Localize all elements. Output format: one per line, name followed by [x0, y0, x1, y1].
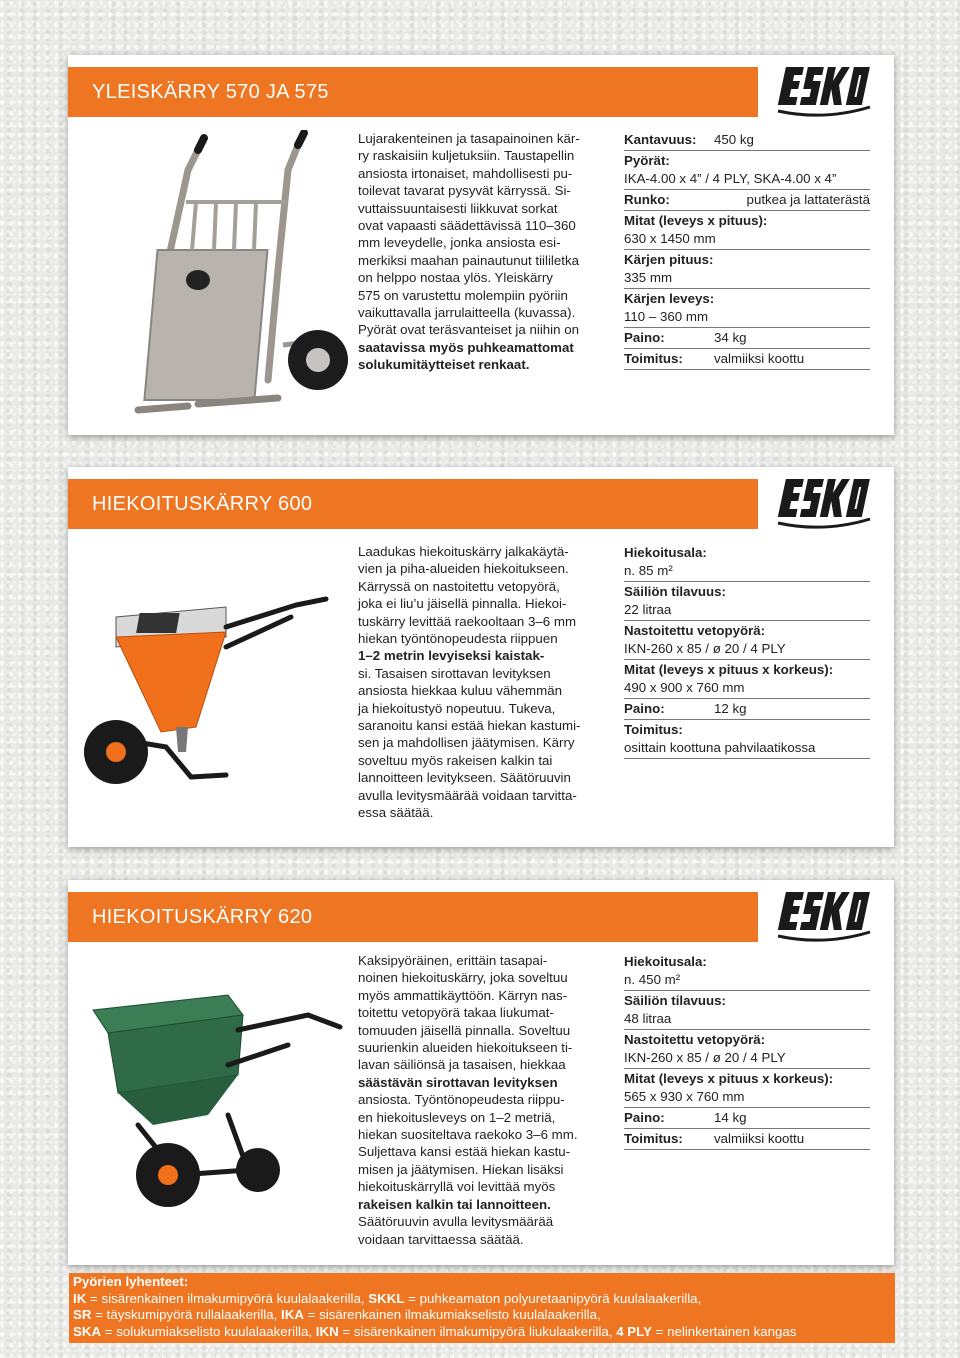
esko-logo [774, 882, 874, 946]
product-description [358, 130, 618, 374]
desc-line: merkiksi maahan painautunut tiililetka [358, 252, 579, 268]
desc-line: ansiosta hiekkaa kuluu vähemmän [358, 683, 563, 699]
desc-line: voidaan tarvittaessa säätää. [358, 1231, 524, 1247]
spec-label: Hiekoitusala: [624, 545, 707, 560]
spec-list [624, 543, 870, 759]
spec-row [624, 328, 870, 349]
section-title: HIEKOITUSKÄRRY 600 [68, 479, 758, 529]
desc-line: Lujarakenteinen ja tasapainoinen kär- [358, 131, 580, 146]
abbr: IKA [281, 1307, 304, 1322]
abbr: 4 PLY [616, 1323, 652, 1339]
spec-label: Kärjen leveys: [624, 291, 715, 306]
product-description [358, 543, 603, 822]
desc-line: Laadukas hiekoituskärry jalkakäytä- [358, 544, 569, 559]
spec-row [624, 349, 870, 370]
spec-label: Paino: [624, 1110, 665, 1125]
desc-line: rakeisen kalkin tai lannoitteen. [358, 1196, 551, 1212]
footer-line [73, 1324, 891, 1341]
desc-line: avulla levitysmäärää voidaan tarvitta- [358, 787, 577, 803]
desc-line: saranoitu kansi estää hiekan kastumi- [358, 718, 581, 734]
spec-value: 490 x 900 x 760 mm [624, 680, 745, 695]
desc-line: mm leveydelle, jonka ansiosta esi- [358, 235, 561, 251]
product-card-hiekoituskarry-600 [68, 467, 894, 847]
spec-value: n. 85 m² [624, 563, 673, 578]
abbr: SKA [73, 1323, 102, 1339]
spec-value: n. 450 m² [624, 972, 681, 987]
desc-line: Pyörät ovat teräsvanteiset ja niihin on [358, 322, 580, 338]
desc-line: hiekan suositeltava raekoko 3–6 mm. [358, 1127, 578, 1143]
desc-line: si. Tasaisen sirottavan levityksen [358, 665, 551, 681]
spec-value: IKN-260 x 85 / ø 20 / 4 PLY [624, 641, 786, 656]
desc-line: Kärryssä on nastoitettu vetopyörä, [358, 578, 560, 594]
spec-label: Mitat (leveys x pituus x korkeus): [624, 662, 834, 677]
spec-list [624, 130, 870, 370]
spec-row [624, 190, 870, 211]
spec-row [624, 1129, 870, 1150]
desc-line: solukumitäytteiset renkaat. [358, 357, 530, 373]
product-image-cart-570 [128, 130, 348, 420]
spec-row [624, 250, 870, 289]
abbr-def: = sisärenkainen ilmakumipyörä liukulaakerilla, [338, 1323, 617, 1339]
desc-line: essa säätää. [358, 805, 434, 821]
spec-row [624, 151, 870, 190]
desc-line: säästävän sirottavan levityksen [358, 1074, 558, 1090]
spec-label: Mitat (leveys x pituus): [624, 213, 768, 228]
spec-value: 12 kg [714, 701, 747, 716]
desc-line: tuskärry levittää raekooltaan 3–6 mm [358, 613, 577, 629]
product-image-spreader-600 [76, 577, 356, 807]
spec-row [624, 211, 870, 250]
spec-value: 335 mm [624, 270, 673, 285]
abbr: IK [73, 1290, 87, 1306]
spec-row [624, 130, 870, 151]
product-image-spreader-620 [78, 975, 348, 1215]
spec-row [624, 289, 870, 328]
abbr: IKN [315, 1323, 339, 1339]
abbr-def: = sisärenkainen ilmakumipyörä kuulalaakerilla, [86, 1290, 369, 1306]
abbr-def: = täyskumipyörä rullalaakerilla, [91, 1307, 282, 1322]
spec-label: Toimitus: [624, 351, 683, 366]
spec-row [624, 991, 870, 1030]
desc-line: noinen hiekoituskärry, joka soveltuu [358, 970, 568, 986]
spec-label: Toimitus: [624, 1131, 683, 1146]
spec-row [624, 621, 870, 660]
spec-row [624, 699, 870, 720]
spec-list [624, 952, 870, 1150]
spec-value: 22 litraa [624, 602, 672, 617]
section-title: YLEISKÄRRY 570 JA 575 [68, 67, 758, 117]
product-card-hiekoituskarry-620 [68, 880, 894, 1265]
spec-label: Paino: [624, 330, 665, 345]
spec-label: Nastoitettu vetopyörä: [624, 1032, 766, 1047]
footer-heading: Pyörien lyhenteet: [73, 1274, 189, 1289]
desc-line: tomuuden jäisellä pinnalla. Soveltuu [358, 1022, 571, 1038]
spec-label: Runko: [624, 192, 670, 207]
abbr-def: = puhkeamaton polyuretaanipyörä kuulalaakerilla, [404, 1290, 702, 1306]
desc-line: Säätöruuvin avulla levitysmäärää [358, 1214, 554, 1230]
spec-label: Paino: [624, 701, 665, 716]
spec-label: Hiekoitusala: [624, 954, 707, 969]
spec-row [624, 952, 870, 991]
abbr-def: = nelinkertainen kangas [651, 1323, 797, 1339]
spec-value: IKN-260 x 85 / ø 20 / 4 PLY [624, 1050, 786, 1065]
desc-line: hiekoituskärryllä voi levittää myös [358, 1179, 556, 1195]
esko-logo [774, 469, 874, 533]
spec-row [624, 1069, 870, 1108]
desc-line: 1–2 metrin levyiseksi kaistak- [358, 648, 545, 664]
footer-line [73, 1307, 891, 1324]
desc-line: Suljettava kansi estää hiekan kastu- [358, 1144, 571, 1160]
desc-line: ja hiekoitustyö nopeutuu. Tukeva, [358, 700, 556, 716]
desc-line: on helppo nostaa ylös. Yleiskärry [358, 270, 553, 286]
product-description [358, 952, 608, 1248]
esko-logo [774, 57, 874, 121]
spec-label: Kantavuus: [624, 132, 697, 147]
desc-line: myös ammattikäyttöön. Kärryn nas- [358, 987, 568, 1003]
abbr: SKKL [368, 1290, 405, 1306]
spec-value: 565 x 930 x 760 mm [624, 1089, 745, 1104]
footer-line [73, 1291, 891, 1308]
spec-label: Toimitus: [624, 722, 683, 737]
desc-line: 575 on varustettu molempiin pyöriin [358, 287, 568, 303]
desc-line: saatavissa myös puhkeamattomat [358, 339, 574, 355]
desc-line: suurienkin alueiden hiekoitukseen ti- [358, 1040, 573, 1056]
spec-value: valmiiksi koottu [714, 1131, 805, 1146]
spec-label: Pyörät: [624, 153, 670, 168]
spec-value: 34 kg [714, 330, 747, 345]
spec-row [624, 1030, 870, 1069]
desc-line: en hiekoitusleveys on 1–2 metriä, [358, 1109, 556, 1125]
spec-row [624, 543, 870, 582]
spec-value: putkea ja lattaterästä [746, 192, 870, 207]
spec-label: Nastoitettu vetopyörä: [624, 623, 766, 638]
spec-value: 630 x 1450 mm [624, 231, 716, 246]
spec-row [624, 660, 870, 699]
spec-row [624, 720, 870, 759]
desc-line: joka ei liu’u jäisellä pinnalla. Hiekoi- [358, 596, 567, 612]
spec-value: 450 kg [714, 132, 754, 147]
section-title: HIEKOITUSKÄRRY 620 [68, 892, 758, 942]
desc-line: ovat vapaasti säädettävissä 110–360 [358, 218, 576, 234]
spec-label: Säiliön tilavuus: [624, 584, 726, 599]
spec-label: Säiliön tilavuus: [624, 993, 726, 1008]
abbr-def: = sisärenkainen ilmakumiakselisto kuulalaakerilla, [303, 1307, 601, 1322]
product-card-yleiskarry [68, 55, 894, 435]
desc-line: toitettu vetopyörä takaa liukumat- [358, 1005, 554, 1021]
desc-line: sen ja mahdollisen jäätymisen. Kärry [358, 735, 575, 751]
abbr: SR [73, 1307, 92, 1322]
spec-value: valmiiksi koottu [714, 351, 805, 366]
wheel-abbreviations-footer [69, 1273, 895, 1343]
desc-line: Kaksipyöräinen, erittäin tasapai- [358, 953, 548, 968]
spec-value: 48 litraa [624, 1011, 672, 1026]
desc-line: vuttaissuuntaisesti liikkuvat sorkat [358, 200, 558, 216]
spec-row [624, 582, 870, 621]
spec-label: Kärjen pituus: [624, 252, 714, 267]
desc-line: ansiosta irtonaiset, mahdollisesti pu- [358, 165, 573, 181]
spec-value: osittain koottuna pahvilaatikossa [624, 740, 816, 755]
spec-row [624, 1108, 870, 1129]
spec-value: IKA-4.00 x 4” / 4 PLY, SKA-4.00 x 4” [624, 171, 837, 186]
abbr-def: = solukumiakselisto kuulalaakerilla, [101, 1323, 316, 1339]
desc-line: toilevat tavarat pysyvät kärryssä. Si- [358, 183, 571, 199]
desc-line: soveltuu myös rakeisen kalkin tai [358, 752, 553, 768]
desc-line: misen ja jäätymisen. Hiekan lisäksi [358, 1161, 564, 1177]
desc-line: vaikuttavalla jarrulaitteella (kuvassa). [358, 305, 576, 321]
desc-line: lannoitteen levitykseen. Säätöruuvin [358, 770, 571, 786]
desc-line: vien ja piha-alueiden hiekoitukseen. [358, 561, 569, 577]
desc-line: lavan säiliönsä ja tasaisen, hiekkaa [358, 1057, 566, 1073]
desc-line: ry raskaisiin kuljetuksiin. Taustapellin [358, 148, 575, 164]
spec-value: 14 kg [714, 1110, 747, 1125]
desc-line: hiekan työntönopeudesta riippuen [358, 631, 558, 647]
spec-value: 110 – 360 mm [624, 309, 709, 324]
desc-line: ansiosta. Työntönopeudesta riippu- [358, 1092, 565, 1108]
spec-label: Mitat (leveys x pituus x korkeus): [624, 1071, 834, 1086]
